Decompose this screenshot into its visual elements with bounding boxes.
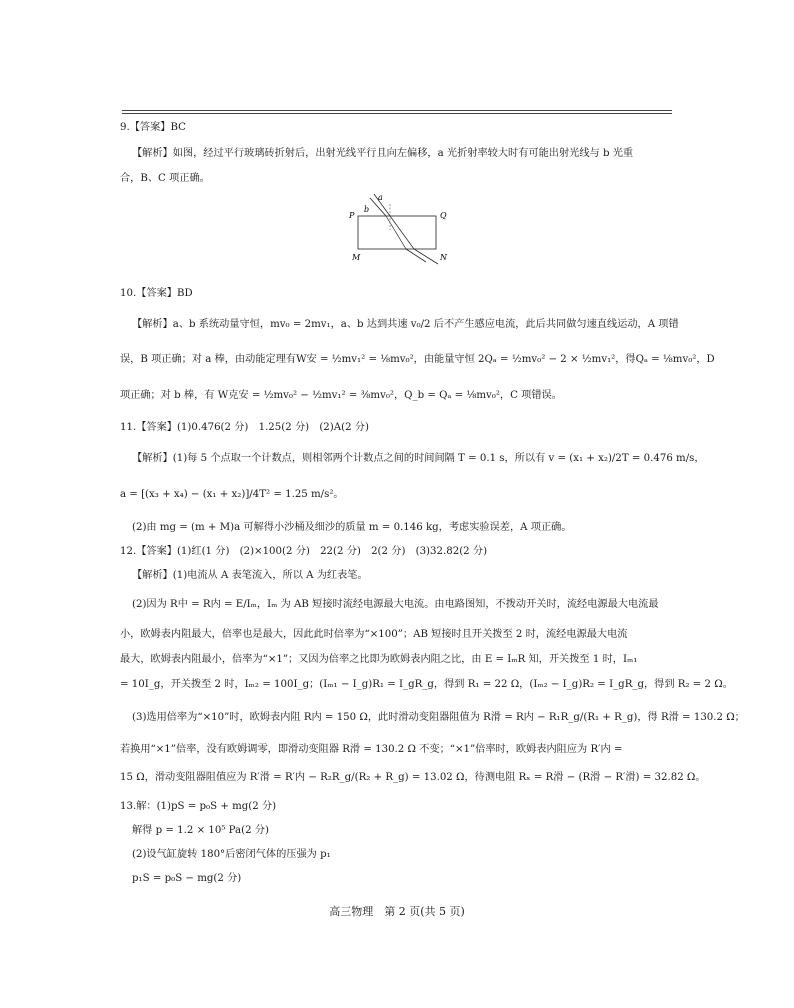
q13-solution-1: 13.解：(1)pS = p₀S + mg(2 分): [120, 801, 277, 812]
label-M: M: [352, 253, 361, 262]
q11-explanation-1: 【解析】(1)每 5 个点取一个计数点，则相邻两个计数点之间的时间间隔 T = 0.1 s，所以有 v = (x₁ + x₂)/2T = 0.476 m/s，: [132, 453, 705, 464]
q9-explanation-2: 合，B、C 项正确。: [120, 173, 210, 184]
q12-explanation-6: (3)选用倍率为“×10”时，欧姆表内阻 R内 = 150 Ω，此时滑动变阻器阻值为 R滑 = R内 − R₁R_g/(R₁ + R_g)，得 R滑 = 130.2 Ω；: [132, 712, 745, 723]
label-a: a: [378, 193, 383, 202]
q12-explanation-1: 【解析】(1)电流从 A 表笔流入，所以 A 为红表笔。: [132, 570, 368, 581]
ray-exit-b: [406, 249, 426, 262]
q12-explanation-3: 小，欧姆表内阻最大，倍率也是最大，因此此时倍率为“×100”；AB 短接时且开关拨至 2 时，流经电源最大电流: [120, 629, 628, 640]
q9-explanation-1: 【解析】如图，经过平行玻璃砖折射后，出射光线平行且向左偏移，a 光折射率较大时有可能出射光线与 b 光重: [132, 148, 634, 159]
q10-answer: 10.【答案】BD: [120, 288, 193, 299]
glass-slab: [358, 216, 436, 249]
q10-explanation-2: 误，B 项正确；对 a 棒，由动能定理有W安 = ½mv₁² = ⅛mv₀²，由能量守恒 2Qₐ = ½mv₀² − 2 × ½mv₁²，得Qₐ = ⅛mv₀²，D: [120, 354, 715, 365]
label-P: P: [349, 211, 355, 220]
q12-explanation-5: = 10I_g，开关拨至 2 时，Iₘ₂ = 100I_g；(Iₘ₁ − I_g)R₁ = I_gR_g，得到 R₁ = 22 Ω，(Iₘ₂ − I_g)R₂ = I_gR_g，得到 R₂ = 2 Ω。: [120, 679, 733, 690]
page-footer: 高三物理 第 2 页(共 5 页): [329, 905, 465, 918]
top-rule: [122, 110, 672, 111]
q10-explanation-3: 项正确；对 b 棒，有 W克安 = ½mv₀² − ½mv₁² = ⅜mv₀²，Q_b = Qₐ = ⅛mv₀²，C 项错误。: [120, 390, 562, 401]
q12-explanation-2: (2)因为 R中 = R内 = E/Iₘ，Iₘ 为 AB 短接时流经电源最大电流。由电路图知，不拨动开关时，流经电源最大电流最: [132, 599, 659, 610]
q12-answer: 12.【答案】(1)红(1 分) (2)×100(2 分) 22(2 分) 2(2 分) (3)32.82(2 分): [120, 546, 488, 557]
q13-solution-3: (2)设气缸旋转 180°后密闭气体的压强为 p₁: [132, 849, 331, 860]
optics-figure: [340, 190, 460, 266]
q11-explanation-3: (2)由 mg = (m + M)a 可解得小沙桶及细沙的质量 m = 0.146 kg，考虑实验误差，A 项正确。: [132, 522, 572, 533]
q12-explanation-4: 最大，欧姆表内阻最小，倍率为“×1”；又因为倍率之比即为欧姆表内阻之比，由 E = IₘR 知，开关拨至 1 时，Iₘ₁: [120, 654, 638, 665]
q10-explanation-1: 【解析】a、b 系统动量守恒，mv₀ = 2mv₁，a、b 达到共速 v₀/2 后不产生感应电流，此后共同做匀速直线运动，A 项错: [132, 319, 679, 330]
q13-solution-2: 解得 p = 1.2 × 10⁵ Pa(2 分): [132, 825, 269, 836]
q13-solution-4: p₁S = p₀S − mg(2 分): [132, 873, 242, 884]
label-b: b: [364, 205, 370, 214]
q12-explanation-8: 15 Ω，滑动变阻器阻值应为 R′滑 = R′内 − R₂R_g/(R₂ + R_g) = 13.02 Ω，待测电阻 Rₓ = R滑 − (R滑 − R′滑) = 32.82 Ω。: [120, 772, 706, 783]
q9-answer: 9.【答案】BC: [120, 122, 186, 133]
q12-explanation-7: 若换用“×1”倍率，没有欧姆调零，即滑动变阻器 R滑 = 130.2 Ω 不变；“×1”倍率时，欧姆表内阻应为 R′内 =: [120, 744, 623, 755]
top-rule-thin: [122, 113, 672, 114]
ray-inside-a: [390, 216, 414, 249]
q11-answer: 11.【答案】(1)0.476(2 分) 1.25(2 分) (2)A(2 分): [120, 422, 369, 433]
label-N: N: [440, 253, 447, 262]
ray-inside-b: [386, 216, 406, 249]
q11-explanation-2: a = [(x₃ + x₄) − (x₁ + x₂)]/4T² = 1.25 m/s²。: [120, 489, 344, 500]
label-Q: Q: [440, 211, 447, 220]
